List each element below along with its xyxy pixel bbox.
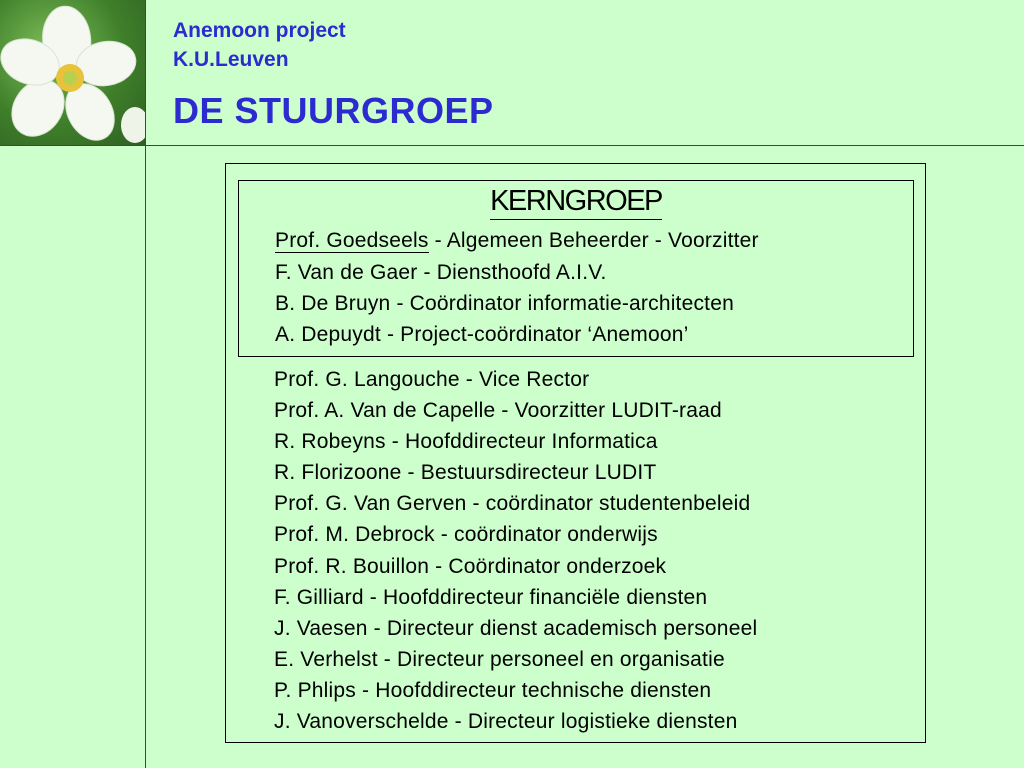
list-item: Prof. G. Langouche - Vice Rector: [274, 368, 590, 391]
list-item: Prof. G. Van Gerven - coördinator studentenbeleid: [274, 492, 751, 515]
core-member: A. Depuydt - Project-coördinator ‘Anemoon’: [275, 323, 689, 346]
core-member: Prof. Goedseels - Algemeen Beheerder - Voorzitter: [275, 229, 759, 252]
list-item: J. Vaesen - Directeur dienst academisch personeel: [274, 617, 758, 640]
anemone-flower-icon: [0, 0, 145, 145]
list-item: Prof. R. Bouillon - Coördinator onderzoek: [274, 555, 667, 578]
list-item: R. Florizoone - Bestuursdirecteur LUDIT: [274, 461, 657, 484]
project-name: Anemoon project: [173, 19, 346, 42]
list-item: F. Gilliard - Hoofddirecteur financiële diensten: [274, 586, 708, 609]
vertical-divider: [145, 0, 146, 768]
core-group-title: KERNGROEP: [239, 185, 913, 218]
list-item: J. Vanoverschelde - Directeur logistieke diensten: [274, 710, 738, 733]
header-subtitle: [173, 16, 346, 74]
page-title: DE STUURGROEP: [173, 90, 494, 131]
list-item: R. Robeyns - Hoofddirecteur Informatica: [274, 430, 658, 453]
list-item: Prof. M. Debrock - coördinator onderwijs: [274, 523, 658, 546]
core-member: B. De Bruyn - Coördinator informatie-architecten: [275, 292, 734, 315]
institution-name: K.U.Leuven: [173, 48, 289, 71]
list-item: P. Phlips - Hoofddirecteur technische diensten: [274, 679, 712, 702]
core-member: F. Van de Gaer - Diensthoofd A.I.V.: [275, 261, 607, 284]
horizontal-divider: [0, 145, 1024, 146]
core-group-box: [238, 180, 914, 357]
list-item: Prof. A. Van de Capelle - Voorzitter LUDIT-raad: [274, 399, 722, 422]
list-item: E. Verhelst - Directeur personeel en organisatie: [274, 648, 725, 671]
